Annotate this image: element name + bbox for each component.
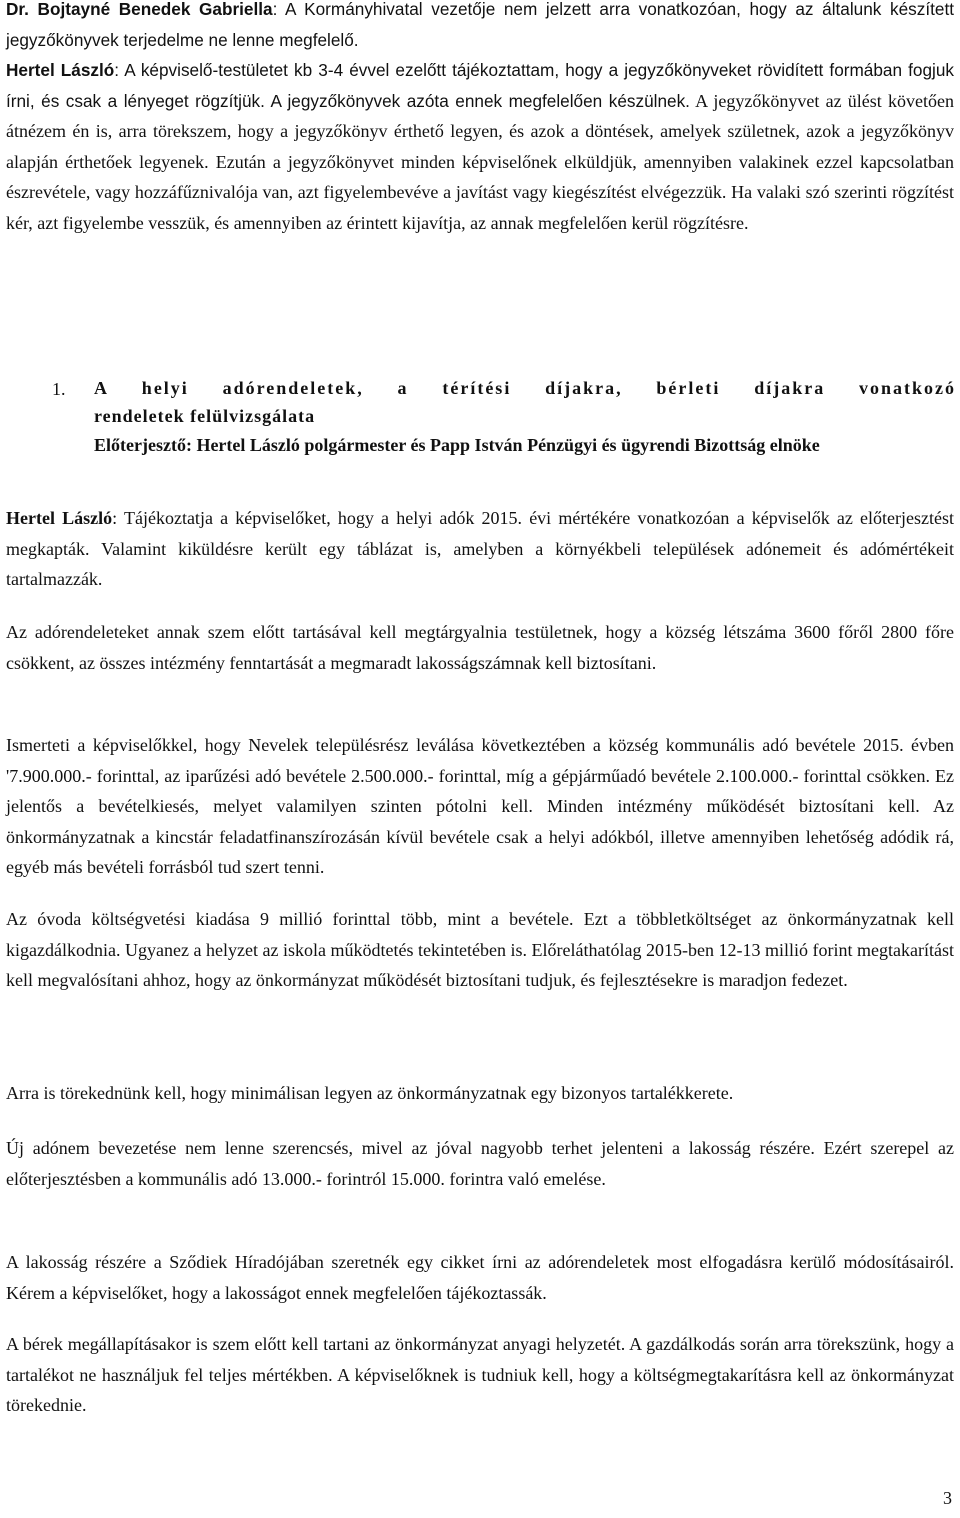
paragraph-text-sans: : A képviselő-testületet kb 3-4 évvel ezelőtt tájékoztattam, hogy a jegyzőkönyveket rövidített formában fogjuk írni, és csak a lényeget rögzítjük. A jegyzőkönyvek azóta ennek megfelelően készülnek.: [6, 60, 954, 111]
paragraph-newsletter: A lakosság részére a Sződiek Híradójában szeretnék egy cikket írni az adórendeletek most elfogadásra kerülő módosításairól. Kérem a képviselőket, hogy a lakosságot ennek megfelelően tájékoztassák.: [6, 1252, 954, 1303]
paragraph-gabriella: [6, 0, 954, 55]
paragraph-kindergarten: Az óvoda költségvetési kiadása 9 millió forinttal több, mint a bevétele. Ezt a többletköltséget az önkormányzatnak kell kigazdálkodnia. Ugyanez a helyzet az iskola működtetés tekintetében is. Előreláthatólag 2015-ben 12-13 millió forint megtakarítást kell megvalósítani ahhoz, hogy az önkormányzat működését biztosítani tudjuk, és fejlesztésekre is maradjon fedezet.: [6, 909, 954, 990]
speaker-name: Hertel László: [6, 508, 113, 528]
agenda-presenter: Előterjesztő: Hertel László polgármester és Papp István Pénzügyi és ügyrendi Bizottság elnöke: [94, 435, 820, 455]
paragraph-population: Az adórendeleteket annak szem előtt tartásával kell megtárgyalnia testületnek, hogy a község létszáma 3600 főről 2800 főre csökkent, az összes intézmény fenntartását a megmaradt lakosságszámnak kell biztosítani.: [6, 622, 954, 673]
agenda-title-continued: rendeletek felülvizsgálata: [94, 406, 316, 426]
paragraph-wages: A bérek megállapításakor is szem előtt kell tartani az önkormányzat anyagi helyzetét. A gazdálkodás során arra törekszünk, hogy a tartalékot ne használjuk fel teljes mértékben. A képviselőknek is tudniuk kell, hogy a költségmegtakarításra kell az önkormányzat törekednie.: [6, 1334, 954, 1415]
paragraph-reserve: Arra is törekednünk kell, hogy minimálisan legyen az önkormányzatnak egy bizonyos tartalékkerete.: [6, 1083, 734, 1103]
paragraph-hertel-minutes: [6, 55, 954, 238]
page-number: 3: [943, 1488, 952, 1508]
paragraph-new-tax: Új adónem bevezetése nem lenne szerencsés, mivel az jóval nagyobb terhet jelenteni a lakosság részére. Ezért szerepel az előterjesztésben a kommunális adó 13.000.- forintról 15.000. forintra való emelése.: [6, 1138, 954, 1189]
agenda-number: 1.: [52, 379, 66, 399]
paragraph-revenue-loss: Ismerteti a képviselőkkel, hogy Nevelek településrész leválása következtében a község kommunális adó bevétele 2015. évben '7.900.000.- forinttal, az iparűzési adó bevétele 2.500.000.- forinttal, míg a gépjárműadó bevétele 2.100.000.- forinttal csökken. Ez jelentős a bevételkiesés, melyet valamilyen szinten pótolni kell. Minden intézmény működését biztosítani kell. Az önkormányzatnak a kincstár feladatfinanszírozásán kívül bevétele csak a helyi adókból, illetve amennyiben lehetőség adódik rá, egyéb más bevételi forrásból tud szert tenni.: [6, 735, 954, 877]
paragraph-hertel-taxes: [6, 503, 954, 595]
agenda-title: A helyi adórendeletek, a térítési díjakra, bérleti díjakra vonatkozó: [94, 378, 956, 398]
agenda-item: [94, 374, 956, 460]
speaker-name: Dr. Bojtayné Benedek Gabriella: [6, 0, 273, 19]
paragraph-text: : A Kormányhivatal vezetője nem jelzett arra vonatkozóan, hogy az általunk készített jegyzőkönyvek terjedelme ne lenne megfelelő.: [6, 0, 954, 50]
paragraph-text: : Tájékoztatja a képviselőket, hogy a helyi adók 2015. évi mértékére vonatkozóan a képviselők az előterjesztést megkapták. Valamint kiküldésre került egy táblázat is, amelyben a környékbeli települések adónemeit és adómértékeit tartalmazzák.: [6, 508, 955, 589]
speaker-name: Hertel László: [6, 60, 115, 80]
paragraph-text: A jegyzőkönyvet az ülést követően átnézem én is, arra törekszem, hogy a jegyzőkönyv érthető legyen, és azok a döntések, amelyek születnek, azok a jegyzőkönyv alapján érthetőek legyenek. Ezután a jegyzőkönyvet minden képviselőnek elküldjük, amennyiben valakinek ezzel kapcsolatban észrevétele, vagy hozzáfűznivalója van, azt figyelembevéve a javítást vagy kiegészítést elvégezzük. Ha valaki szó szerinti rögzítést kér, azt figyelembe vesszük, és amennyiben az érintett kijavítja, az annak megfelelően kerül rögzítésre.: [6, 90, 954, 233]
